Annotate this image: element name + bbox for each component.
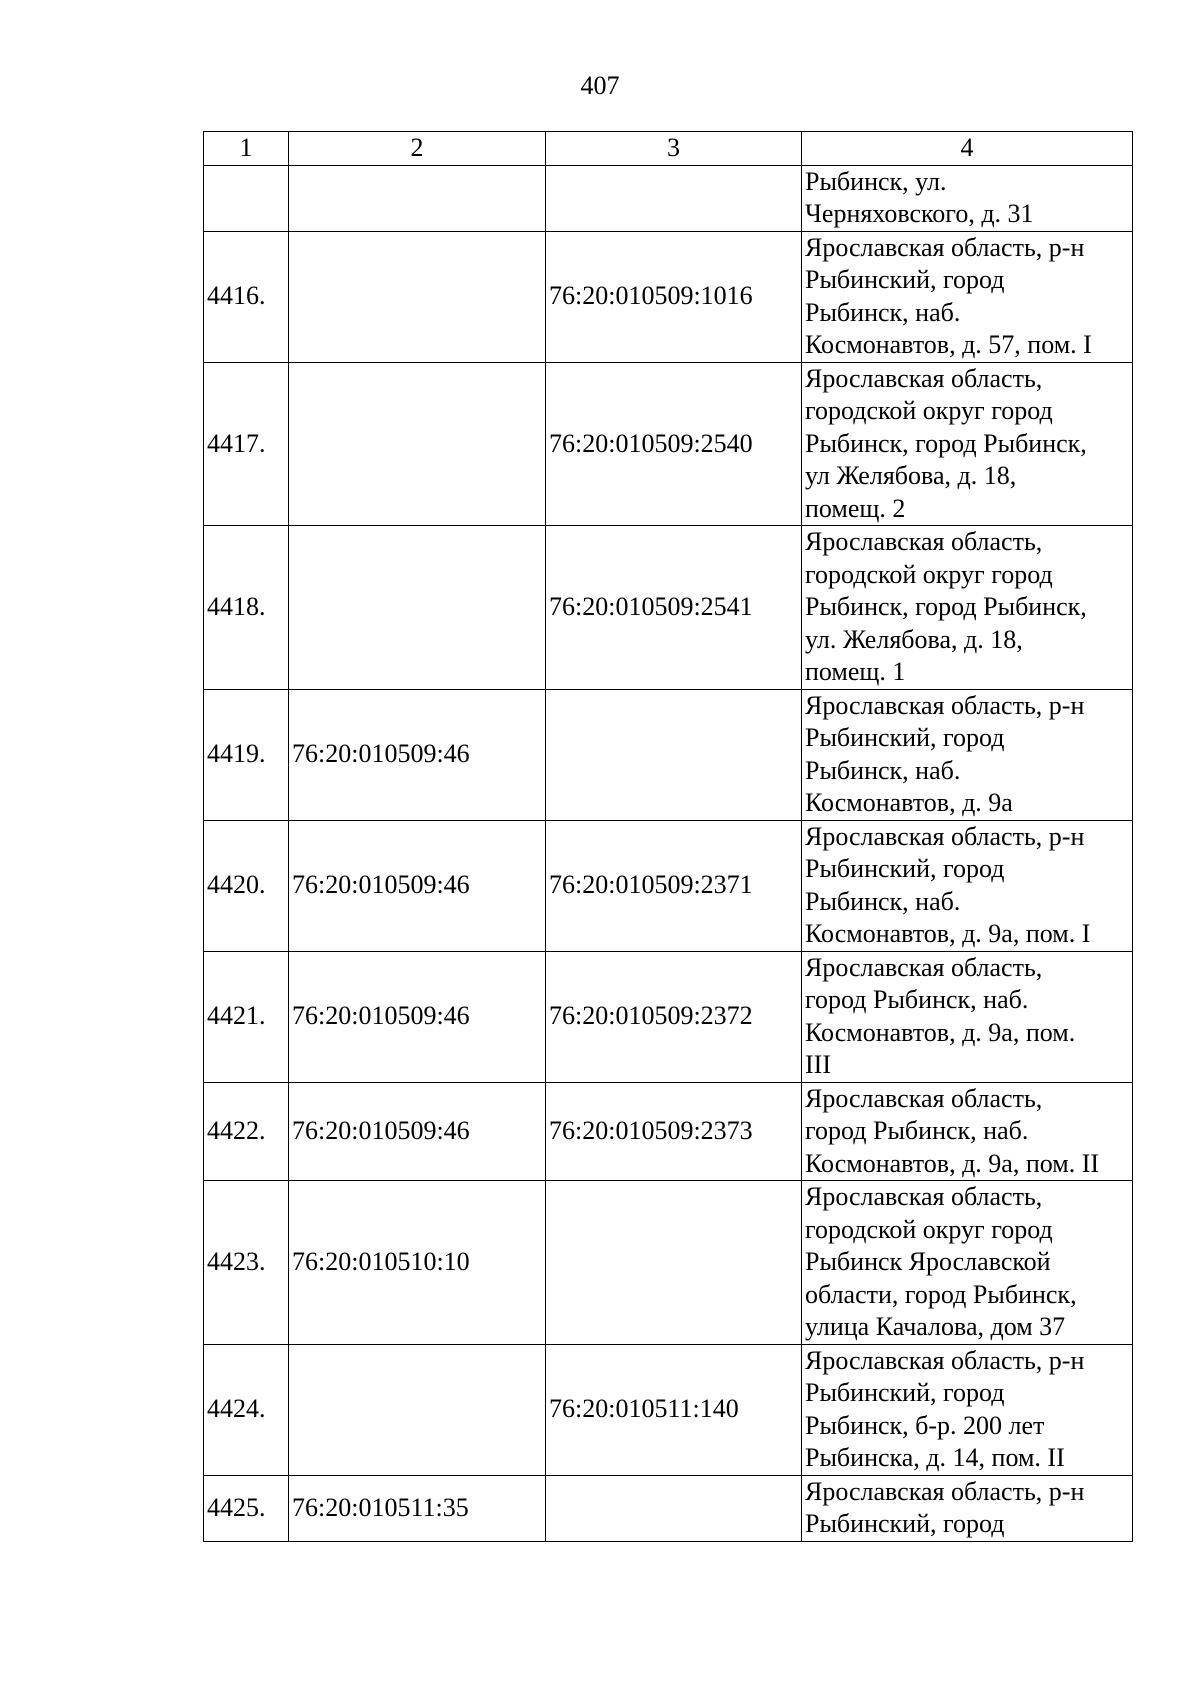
column-header-4: 4 [802,132,1133,166]
address-line: Космонавтов, д. 9а, пом. I [805,919,1091,948]
address-cell [802,231,1133,362]
address-line: Рыбинский, город [805,1378,1005,1407]
address-line: ул. Желябова, д. 18, [805,624,1023,654]
address-line: ул Желябова, д. 18, [805,461,1017,490]
address-line: Космонавтов, д. 9а [805,788,1013,817]
cadastral-number-parcel [289,165,546,231]
address-cell [802,689,1133,820]
address-line: Космонавтов, д. 9а, пом. [805,1017,1076,1047]
address-line: Рыбинск, город Рыбинск, [805,428,1087,458]
address-line: помещ. 1 [805,657,906,686]
address-line: Черняховского, д. 31 [805,199,1034,228]
address-line: Ярославская область, р-н [805,1345,1085,1375]
address-line: Ярославская область, р-н [805,690,1085,720]
cadastral-number-parcel: 76:20:010509:46 [289,820,546,951]
table-row [204,1344,1133,1475]
table-row [204,1475,1133,1541]
address-line: город Рыбинск, наб. [805,1116,1029,1145]
cadastral-number-parcel: 76:20:010511:35 [289,1475,546,1541]
address-line: городской округ город [805,559,1053,589]
table-row [204,820,1133,951]
address-line: Рыбинский, город [805,1509,1005,1538]
cadastral-number-object: 76:20:010509:2541 [546,526,802,690]
address-line: Ярославская область, [805,1182,1043,1211]
address-cell [802,165,1133,231]
address-line: Ярославская область, р-н [805,821,1085,851]
table-row [204,231,1133,362]
address-cell [802,1344,1133,1475]
cadastral-number-object: 76:20:010509:2373 [546,1082,802,1181]
row-number: 4417. [204,362,289,526]
column-header-3: 3 [546,132,802,166]
address-line: Рыбинский, город [805,854,1005,883]
address-line: Рыбинск Ярославской [805,1247,1051,1276]
row-number: 4418. [204,526,289,690]
cadastral-number-object: 76:20:010509:2540 [546,362,802,526]
address-line: Ярославская область, [805,363,1043,393]
address-cell [802,1475,1133,1541]
header-row [204,132,1133,166]
row-number: 4424. [204,1344,289,1475]
address-line: Ярославская область, р-н [805,1476,1085,1506]
table-row [204,165,1133,231]
address-line: Рыбинск, ул. [805,166,947,196]
table-row [204,362,1133,526]
cadastral-number-parcel: 76:20:010509:46 [289,689,546,820]
row-number: 4423. [204,1181,289,1345]
cadastral-number-object: 76:20:010509:1016 [546,231,802,362]
page-number: 407 [580,71,620,100]
table-row [204,689,1133,820]
address-cell [802,951,1133,1082]
address-line: Ярославская область, [805,527,1043,556]
address-line: Космонавтов, д. 9а, пом. II [805,1148,1100,1178]
cadastral-number-object [546,1181,802,1345]
address-line: помещ. 2 [805,493,906,523]
address-cell [802,526,1133,690]
registry-table [203,131,1133,1542]
cadastral-number-parcel: 76:20:010509:46 [289,951,546,1082]
address-line: области, город Рыбинск, [805,1279,1077,1309]
table-row [204,1082,1133,1181]
row-number: 4420. [204,820,289,951]
address-line: городской округ город [805,396,1053,425]
address-line: Ярославская область, р-н [805,232,1085,262]
address-line: Рыбинский, город [805,265,1005,294]
cadastral-number-parcel: 76:20:010510:10 [289,1181,546,1345]
address-line: Рыбинск, наб. [805,886,961,916]
row-number: 4421. [204,951,289,1082]
address-cell [802,1082,1133,1181]
row-number [204,165,289,231]
table-row [204,526,1133,690]
cadastral-number-parcel [289,362,546,526]
address-line: Рыбинск, наб. [805,297,961,327]
address-cell [802,362,1133,526]
row-number: 4422. [204,1082,289,1181]
row-number: 4419. [204,689,289,820]
cadastral-number-parcel: 76:20:010509:46 [289,1082,546,1181]
cadastral-number-object [546,165,802,231]
address-line: город Рыбинск, наб. [805,985,1029,1014]
cadastral-number-object: 76:20:010509:2371 [546,820,802,951]
address-line: Рыбинск, наб. [805,755,961,785]
address-line: Рыбинск, город Рыбинск, [805,592,1087,621]
address-line: III [805,1050,831,1079]
cadastral-number-object: 76:20:010511:140 [546,1344,802,1475]
address-line: Ярославская область, [805,1083,1043,1113]
address-line: городской округ город [805,1214,1053,1244]
address-line: Рыбинский, город [805,723,1005,752]
address-line: Рыбинска, д. 14, пом. II [805,1443,1065,1472]
cadastral-number-parcel [289,1344,546,1475]
cadastral-number-object [546,689,802,820]
cadastral-number-object [546,1475,802,1541]
row-number: 4425. [204,1475,289,1541]
address-cell [802,1181,1133,1345]
address-line: Космонавтов, д. 57, пом. I [805,330,1092,359]
address-line: Рыбинск, б-р. 200 лет [805,1410,1045,1440]
column-header-2: 2 [289,132,546,166]
address-line: улица Качалова, дом 37 [805,1312,1066,1341]
cadastral-number-parcel [289,526,546,690]
address-line: Ярославская область, [805,952,1043,982]
cadastral-number-object: 76:20:010509:2372 [546,951,802,1082]
table-row [204,1181,1133,1345]
row-number: 4416. [204,231,289,362]
cadastral-number-parcel [289,231,546,362]
table-row [204,951,1133,1082]
address-cell [802,820,1133,951]
column-header-1: 1 [204,132,289,166]
